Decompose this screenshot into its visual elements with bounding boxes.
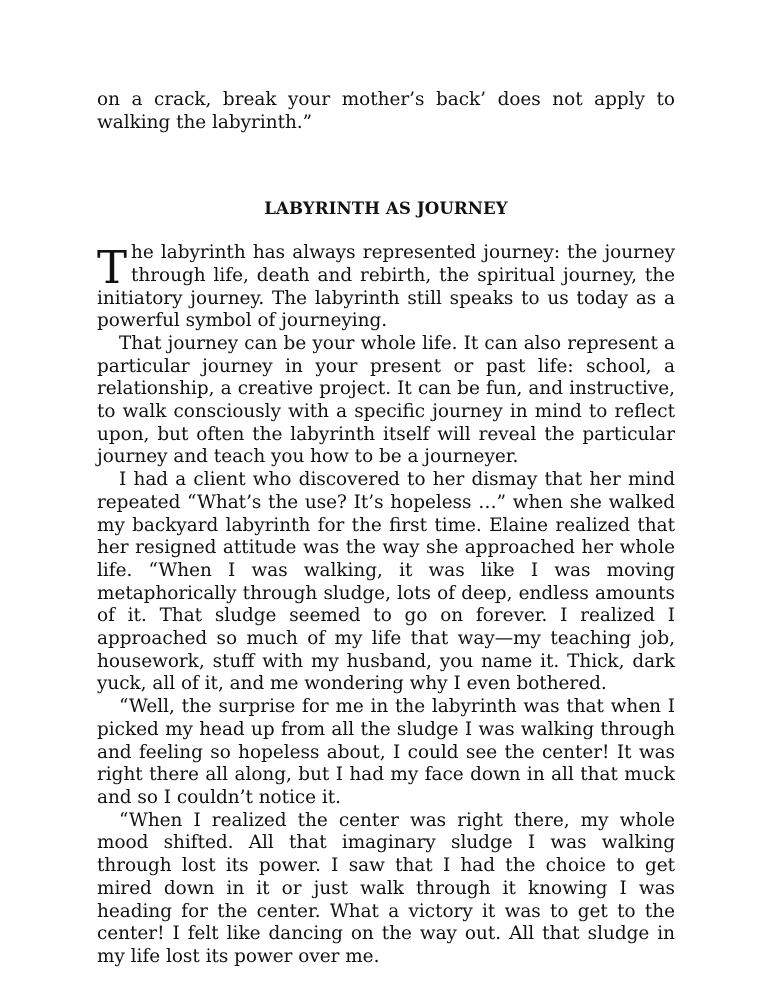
- section-heading: LABYRINTH AS JOURNEY: [264, 198, 508, 219]
- drop-cap-letter: T: [97, 241, 128, 295]
- continued-paragraph: on a crack, break your mother’s back’ does not apply to walking the labyrinth.”: [97, 89, 675, 133]
- body-paragraph-surprise: “Well, the surprise for me in the labyrinth was that when I picked my head up from all the sludge I was walking through and feeling so hopeless about, I could see the center! It was right there all along, but I had my face down in all that muck and so I couldn’t notice it.: [97, 696, 675, 808]
- body-paragraph-journey: That journey can be your whole life. It can also represent a particular journey in your present or past life: school, a relationship, a creative project. It can be fun, and instructive, to walk consciously with a specific journey in mind to reflect upon, but often the labyrinth itself will reveal the particular journey and teach you how to be a journeyer.: [97, 332, 675, 468]
- opening-paragraph: [97, 242, 675, 333]
- book-page: [97, 89, 675, 969]
- body-paragraph-client: I had a client who discovered to her dismay that her mind repeated “What’s the use? It’s hopeless …” when she walked my backyard labyrinth for the first time. Elaine realized that her resigned attitude was the way she approached her whole life. “When I was walking, it was like I was moving metaphorically through sludge, lots of deep, endless amounts of it. That sludge seemed to go on forever. I realized I approached so much of my life that way—my teaching job, housework, stuff with my husband, you name it. Thick, dark yuck, all of it, and me wondering why I even bothered.: [97, 469, 675, 695]
- body-paragraph-center: “When I realized the center was right there, my whole mood shifted. All that imaginary sludge I was walking through lost its power. I saw that I had the choice to get mired down in it or just walk through it knowing I was heading for the center. What a victory it was to get to the center! I felt like dancing on the way out. All that sludge in my life lost its power over me.: [97, 809, 675, 967]
- opening-paragraph-text: he labyrinth has always represented journey: the journey through life, death and rebirth, the spiritual journey, the initiatory journey. The labyrinth still speaks to us today as a powerful symbol of journeying.: [97, 242, 675, 332]
